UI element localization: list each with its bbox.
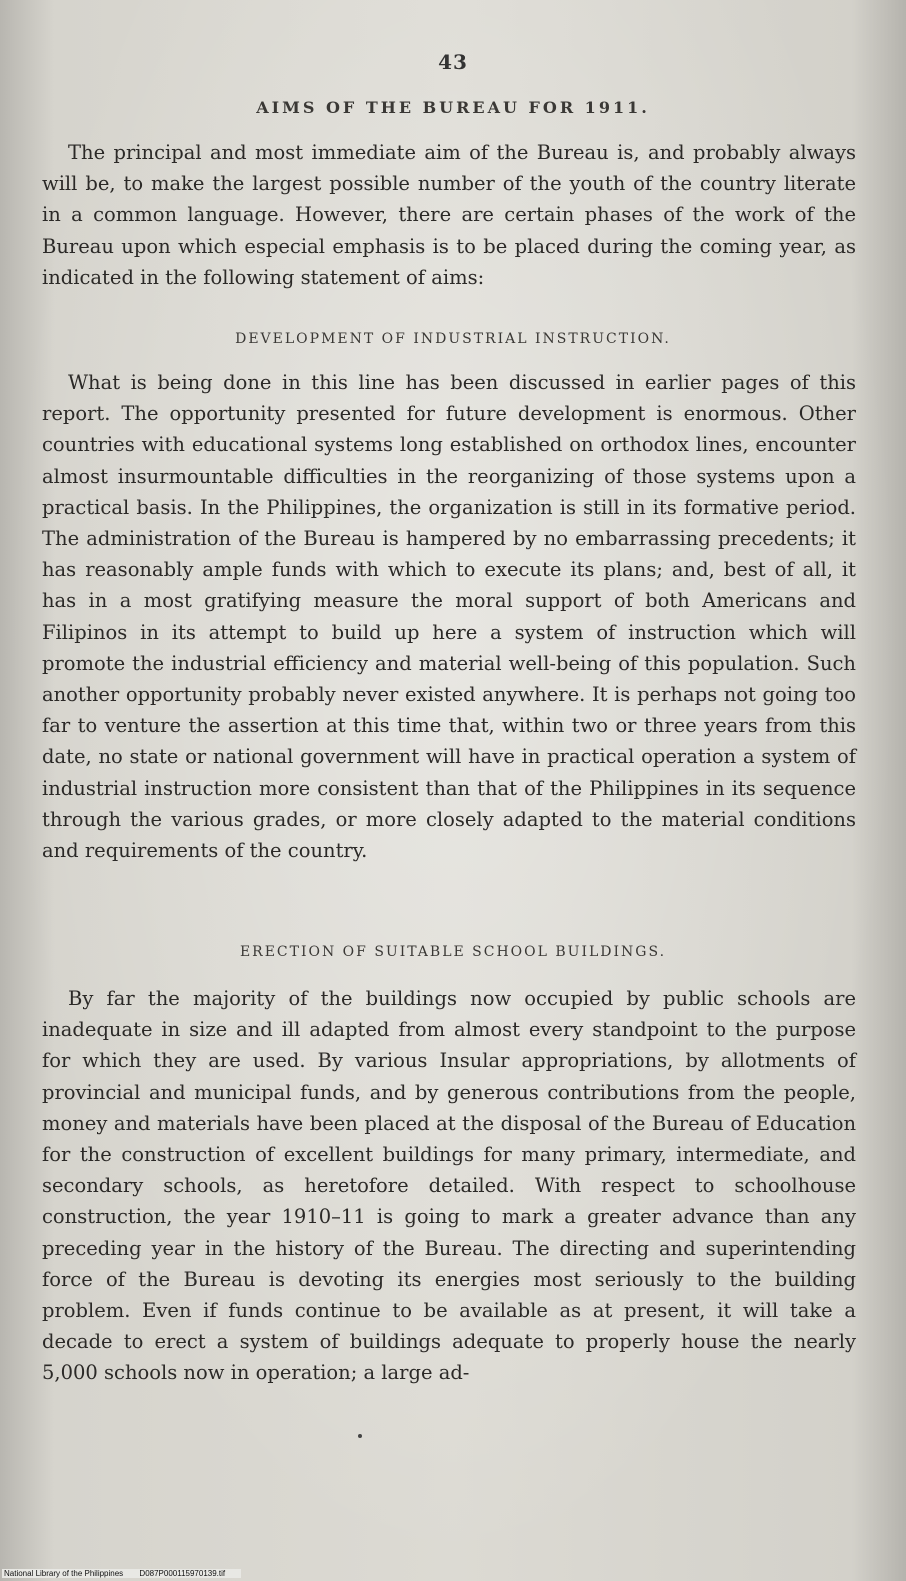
paragraph-intro: The principal and most immediate aim of the Bureau is, and probably always will be, to make the largest possible number of the youth of the country literate in a common language. However, there are certain phases of the work of the Bureau upon which especial emphasis is to be placed during the coming year, as indicated in the following statement of aims: xyxy=(42,141,856,289)
paragraph-industrial-instruction: What is being done in this line has been discussed in earlier pages of this report. The opportunity presented for future development is enormous. Other countries with educational systems long established on orthodox lines, encounter almost insurmountable difficulties in the reorganizing of those systems upon a practical basis. In the Philippines, the organization is still in its formative period. The administration of the Bureau is hampered by no embarrassing precedents; it has reasonably ample funds with which to execute its plans; and, best of all, it has in a most gratifying measure the moral support of both Americans and Filipinos in its attempt to build up here a system of instruction which will promote the industrial efficiency and material well-being of this population. Such another opportunity probably never existed anywhere. It is perhaps not going too far to venture the assertion at this time that, within two or three years from this date, no state or national government will have in practical operation a system of industrial instruction more consistent than that of the Philippines in its sequence through the various grades, or more closely adapted to the material conditions and requirements of the country. xyxy=(42,371,856,863)
paragraph-school-buildings: By far the majority of the buildings now occupied by public schools are inadequate in size and ill adapted from almost every standpoint to the purpose for which they are used. By various Insular appropriations, by allotments of provincial and municipal funds, and by generous contributions from the people, money and materials have been placed at the disposal of the Bureau of Education for the construction of excellent buildings for many primary, intermediate, and secondary schools, as heretofore detailed. With respect to schoolhouse construction, the year 1910–11 is going to mark a greater advance than any preceding year in the history of the Bureau. The directing and superintending force of the Bureau is devoting its energies most seriously to the building problem. Even if funds continue to be available as at present, it will take a decade to erect a system of buildings adequate to properly house the nearly 5,000 schools now in operation; a large ad- xyxy=(42,987,856,1385)
ink-speck xyxy=(358,1434,362,1438)
page-number: 43 xyxy=(438,50,468,74)
subheading-industrial-instruction: DEVELOPMENT OF INDUSTRIAL INSTRUCTION. xyxy=(235,331,671,347)
subheading-school-buildings: ERECTION OF SUITABLE SCHOOL BUILDINGS. xyxy=(239,944,667,960)
scan-footer xyxy=(2,1569,241,1578)
footer-identifier: D087P000115970139.tif xyxy=(139,1569,226,1578)
section-heading: AIMS OF THE BUREAU FOR 1911. xyxy=(256,98,650,117)
footer-library: National Library of the Philippines xyxy=(4,1569,124,1578)
